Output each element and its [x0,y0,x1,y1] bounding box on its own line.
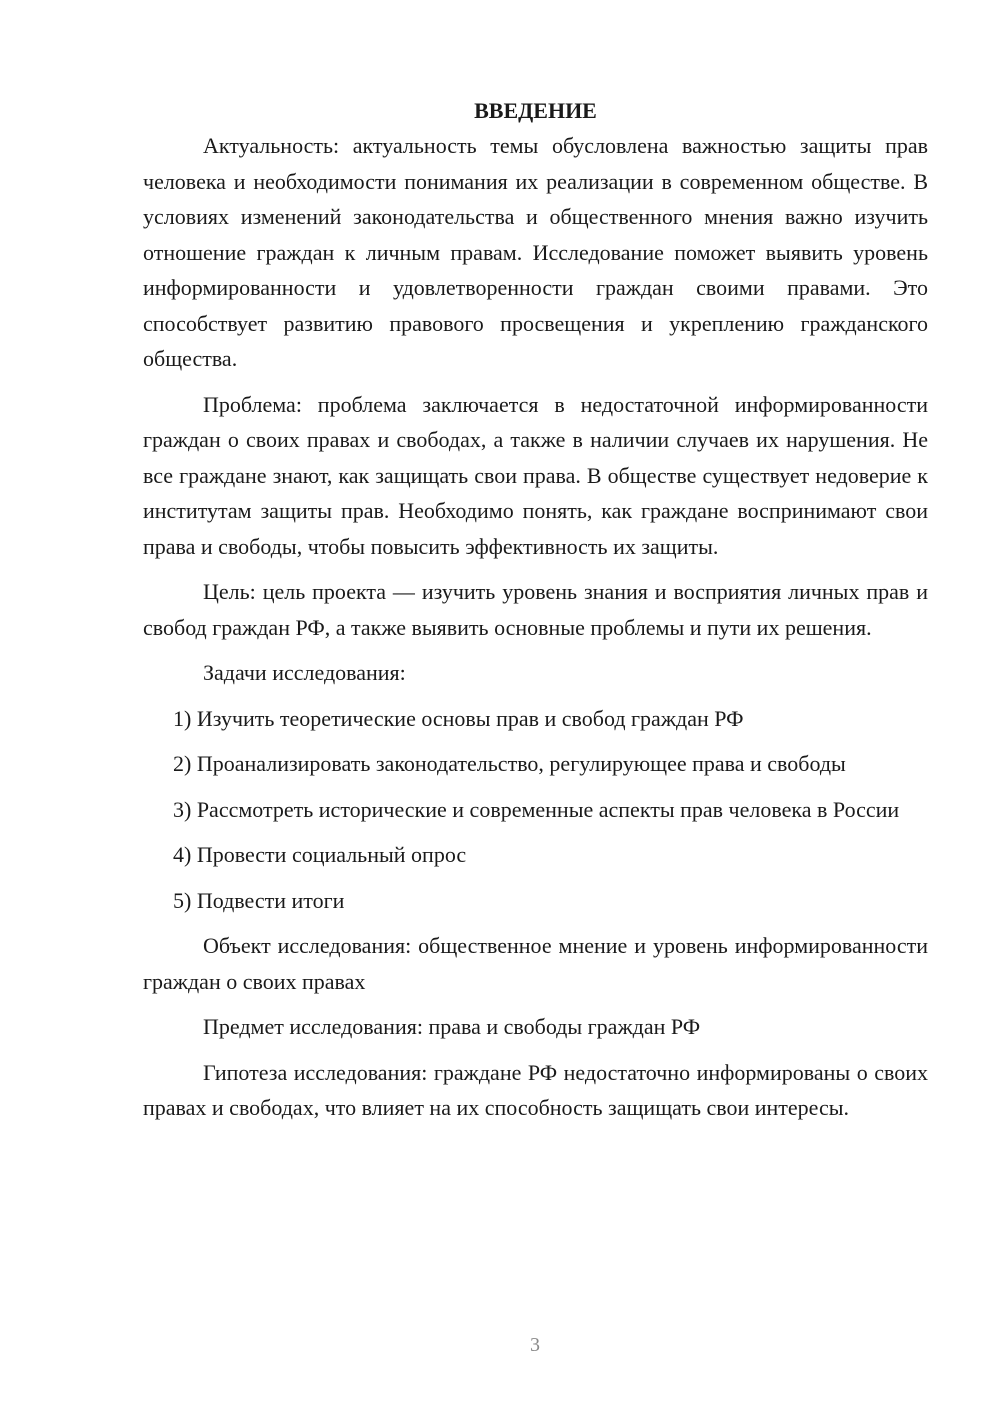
paragraph-hypothesis: Гипотеза исследования: граждане РФ недостаточно информированы о своих правах и свободах, что влияет на их способность защищать свои интересы. [143,1059,928,1120]
paragraph-goal: Цель: цель проекта — изучить уровень знания и восприятия личных прав и свобод граждан РФ, а также выявить основные проблемы и пути их решения. [143,579,928,640]
paragraph-relevance: Актуальность: актуальность темы обусловлена важностью защиты прав человека и необходимости понимания их реализации в современном обществе. В условиях изменений законодательства и общественного мнения важно изучить отношение граждан к личным правам. Исследование поможет выявить уровень информированности и удовлетворенности граждан своими правами. Это способствует развитию правового просвещения и укреплению гражданского общества. [143,133,928,371]
paragraph-tasks-heading: Задачи исследования: [203,660,406,685]
page-content [143,93,928,1126]
task-item-4: 4) Провести социальный опрос [173,842,467,867]
task-item-3: 3) Рассмотреть исторические и современные аспекты прав человека в России [173,796,900,822]
paragraph-subject: Предмет исследования: права и свободы граждан РФ [203,1014,701,1039]
paragraph-problem: Проблема: проблема заключается в недостаточной информированности граждан о своих правах и свободах, а также в наличии случаев их нарушения. Не все граждане знают, как защищать свои права. В обществе существует недоверие к институтам защиты прав. Необходимо понять, как граждане воспринимают свои права и свободы, чтобы повысить эффективность их защиты. [143,391,928,559]
task-item-5: 5) Подвести итоги [173,887,345,913]
task-item-1: 1) Изучить теоретические основы прав и свобод граждан РФ [173,705,744,731]
section-title: ВВЕДЕНИЕ [474,98,597,123]
task-item-2: 2) Проанализировать законодательство, регулирующее права и свободы [173,751,846,776]
paragraph-object: Объект исследования: общественное мнение и уровень информированности граждан о своих правах [143,933,928,994]
page-number: 3 [530,1334,540,1356]
